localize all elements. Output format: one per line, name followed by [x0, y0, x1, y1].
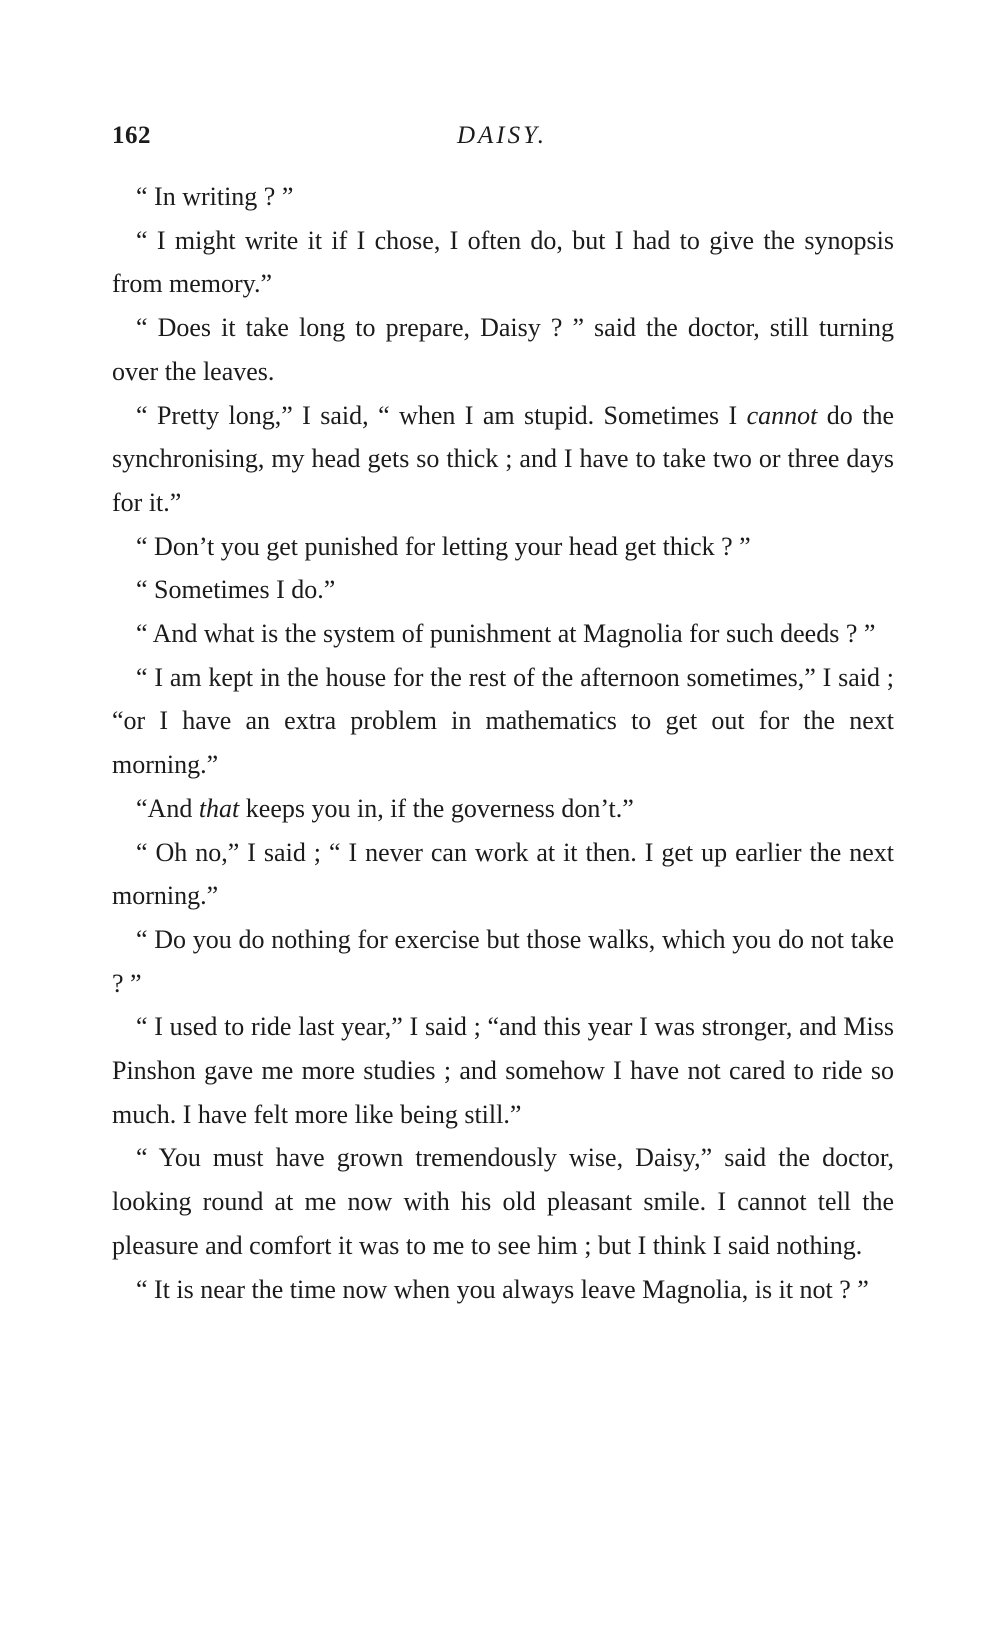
- paragraph: “ It is near the time now when you always leave Magnolia, is it not ? ”: [136, 1274, 869, 1304]
- paragraph: [112, 787, 894, 831]
- paragraph: [112, 394, 894, 525]
- paragraph-text: “And: [136, 793, 199, 823]
- paragraph-text: do the synchronising, my head gets so thick ; and I have to take two or three days for it.”: [112, 400, 894, 517]
- running-head: DAISY.: [456, 122, 547, 149]
- emphasized-word: that: [198, 793, 240, 823]
- paragraph: “ You must have grown tremendously wise, Daisy,” said the doctor, looking round at me now with his old pleasant smile. I cannot tell the pleasure and comfort it was to me to see him ; but I think I said nothing.: [112, 1143, 894, 1260]
- page-header: [112, 122, 892, 154]
- paragraph: “ And what is the system of punishment at Magnolia for such deeds ? ”: [136, 619, 876, 649]
- paragraph: “ I used to ride last year,” I said ; “and this year I was stronger, and Miss Pinshon gave me more studies ; and somehow I have not cared to ride so much. I have felt more like being still.”: [112, 1012, 894, 1129]
- paragraph-text: keeps you in, if the governess don’t.”: [239, 793, 634, 823]
- paragraph: “ Does it take long to prepare, Daisy ? ” said the doctor, still turning over the leaves.: [112, 313, 894, 386]
- paragraph: “ I am kept in the house for the rest of the afternoon sometimes,” I said ; “or I have an extra problem in mathematics to get out for the next morning.”: [112, 662, 894, 780]
- paragraph: “ I might write it if I chose, I often do, but I had to give the synopsis from memory.”: [112, 225, 894, 299]
- paragraph: “ In writing ? ”: [136, 182, 294, 211]
- paragraph: “ Sometimes I do.”: [136, 575, 336, 605]
- paragraph-text: “ Pretty long,” I said, “ when I am stupid. Sometimes I: [136, 400, 747, 430]
- paragraph: “ Don’t you get punished for letting your head get thick ? ”: [136, 531, 751, 561]
- emphasized-word: cannot: [746, 400, 818, 430]
- body-text: [112, 175, 894, 1311]
- page-number: 162: [112, 122, 151, 149]
- paragraph: “ Oh no,” I said ; “ I never can work at it then. I get up earlier the next morning.”: [112, 837, 894, 911]
- paragraph: “ Do you do nothing for exercise but those walks, which you do not take ? ”: [112, 924, 894, 998]
